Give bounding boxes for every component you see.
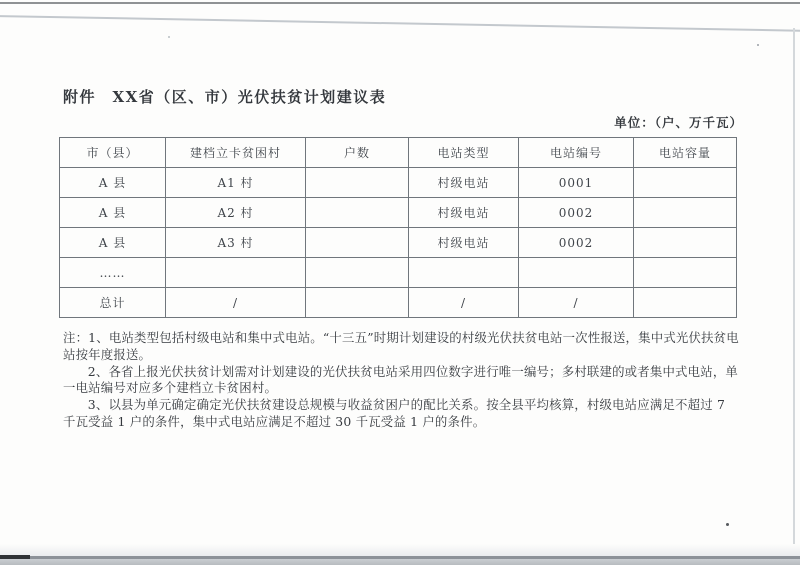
- table-cell: ……: [60, 258, 166, 288]
- column-header-city-county: 市（县）: [60, 138, 166, 168]
- column-header-station-number: 电站编号: [519, 138, 634, 168]
- scan-speck: [726, 523, 729, 526]
- note-3: 3、以县为单元确定确定光伏扶贫建设总规模与收益贫困户的配比关系。按全县平均核算，村级电站应满足不超过 7 千瓦受益 1 户的条件，集中式电站应满足不超过 30 千瓦受益 1 户的条件。: [63, 397, 726, 429]
- table-cell: A 县: [60, 198, 166, 228]
- table-cell: [409, 258, 519, 288]
- table-cell: [306, 228, 409, 258]
- table-cell: [634, 228, 737, 258]
- table-cell: /: [519, 288, 634, 318]
- table-row: [60, 168, 737, 198]
- note-1: 注：1、电站类型包括村级电站和集中式电站。“十三五”时期计划建设的村级光伏扶贫电站一次性报送，集中式光伏扶贫电站按年度报送。: [63, 330, 739, 362]
- column-header-station-type: 电站类型: [409, 138, 519, 168]
- table-header-row: [60, 138, 737, 168]
- column-header-station-capacity: 电站容量: [634, 138, 737, 168]
- table-cell: [634, 198, 737, 228]
- table-row: [60, 198, 737, 228]
- table-cell: [634, 288, 737, 318]
- table-cell: /: [166, 288, 306, 318]
- table-cell: A 县: [60, 168, 166, 198]
- table-cell: 0002: [519, 228, 634, 258]
- table-row: [60, 228, 737, 258]
- table-cell: [519, 258, 634, 288]
- unit-label: 单位：（户、万千瓦）: [614, 115, 743, 130]
- table-cell: [306, 168, 409, 198]
- scan-speck: [168, 36, 170, 38]
- table-cell: [634, 258, 737, 288]
- table-cell: 村级电站: [409, 228, 519, 258]
- table-cell: A2 村: [166, 198, 306, 228]
- table-row-ellipsis: [60, 258, 737, 288]
- table-cell: [166, 258, 306, 288]
- table-cell: [306, 198, 409, 228]
- plan-table: [59, 137, 737, 318]
- scan-speck: [757, 44, 759, 46]
- table-cell: 总计: [60, 288, 166, 318]
- paper-top-edge-line: [0, 15, 800, 32]
- table-cell: 0002: [519, 198, 634, 228]
- table-cell: A 县: [60, 228, 166, 258]
- note-2: 2、各省上报光伏扶贫计划需对计划建设的光伏扶贫电站采用四位数字进行唯一编号；多村联建的或者集中式电站，单一电站编号对应多个建档立卡贫困村。: [63, 363, 739, 396]
- table-cell: [306, 258, 409, 288]
- table-cell: 村级电站: [409, 198, 519, 228]
- table-cell: 村级电站: [409, 168, 519, 198]
- table-cell: A3 村: [166, 228, 306, 258]
- column-header-households: 户数: [306, 138, 409, 168]
- footnotes: [63, 330, 739, 431]
- table-cell: 0001: [519, 168, 634, 198]
- paper-right-edge-line: [793, 28, 795, 552]
- scan-bottom-strip: [0, 559, 800, 565]
- column-header-registered-poor-village: 建档立卡贫困村: [166, 138, 306, 168]
- table-cell: [634, 168, 737, 198]
- table-cell: A1 村: [166, 168, 306, 198]
- scan-top-edge-line: [0, 2, 800, 4]
- table-row-total: [60, 288, 737, 318]
- table-cell: [306, 288, 409, 318]
- document-title: 附件 XX省（区、市）光伏扶贫计划建议表: [63, 88, 387, 106]
- table-cell: /: [409, 288, 519, 318]
